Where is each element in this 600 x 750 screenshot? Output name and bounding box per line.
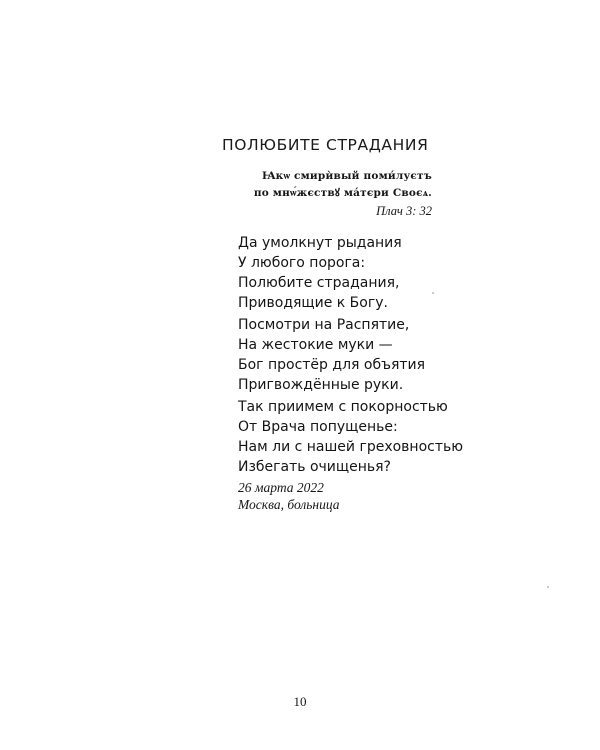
verse-line: Полюбите страдания, bbox=[238, 275, 400, 291]
page-number: 10 bbox=[293, 694, 307, 709]
stanza-2 bbox=[238, 315, 425, 395]
poem-place: Москва, больница bbox=[238, 497, 340, 512]
epigraph-reference: Плач 3: 32 bbox=[376, 204, 432, 218]
verse-line: На жестокие муки — bbox=[238, 337, 393, 353]
epigraph-line-2: по мнѡ́жєствꙋ ма́тєри Своєѧ. bbox=[253, 187, 432, 199]
verse-line: От Врача попущенье: bbox=[238, 419, 398, 435]
stanza-3 bbox=[238, 397, 463, 477]
verse-line: Избегать очищенья? bbox=[238, 459, 391, 475]
verse-line: Приводящие к Богу. bbox=[238, 295, 388, 311]
verse-line: Да умолкнут рыдания bbox=[238, 235, 402, 251]
poem-title: ПОЛЮБИТЕ СТРАДАНИЯ bbox=[222, 136, 429, 154]
poem-date: 26 марта 2022 bbox=[238, 480, 324, 495]
verse-line: У любого порога: bbox=[238, 255, 366, 271]
verse-line: Бог простёр для объятия bbox=[238, 357, 426, 373]
poem-dateline bbox=[238, 479, 340, 513]
verse-line: Пригвождённые руки. bbox=[238, 377, 404, 393]
verse-line: Посмотри на Распятие, bbox=[238, 317, 410, 333]
paper-speck bbox=[547, 586, 549, 588]
verse-line: Нам ли с нашей греховностью bbox=[238, 439, 464, 455]
epigraph bbox=[254, 168, 432, 219]
paper-speck bbox=[432, 292, 434, 294]
verse-line: Так приимем с покорностью bbox=[238, 399, 448, 415]
epigraph-line-1: Ꙗкѡ смирѝвый поми́луєтъ bbox=[261, 170, 432, 182]
stanza-1 bbox=[238, 233, 402, 313]
